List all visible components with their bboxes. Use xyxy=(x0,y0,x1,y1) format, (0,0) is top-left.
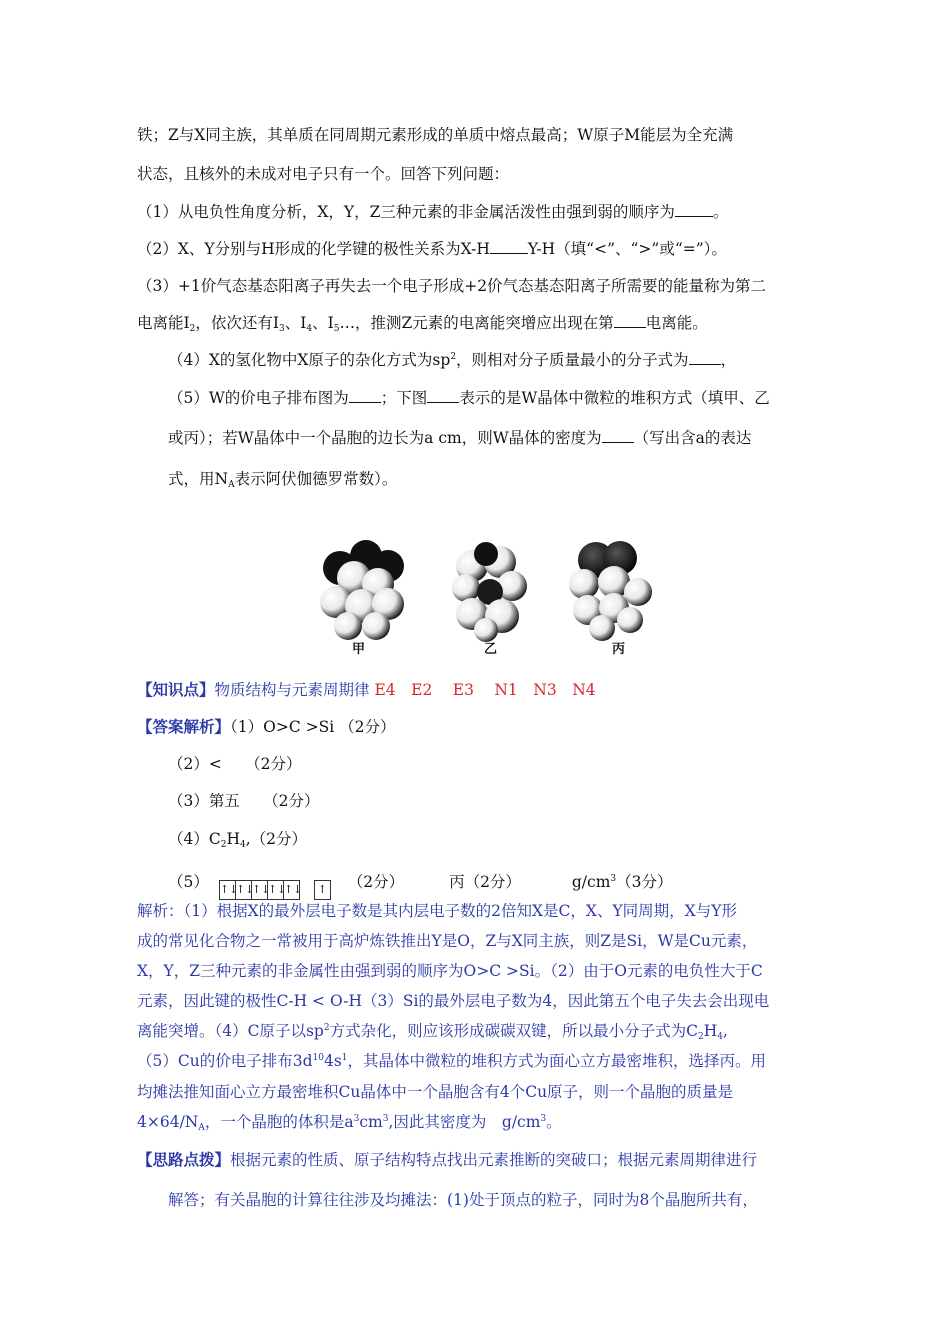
answer-blank[interactable] xyxy=(427,388,459,403)
explain-text: ，一个晶胞的体积是a xyxy=(204,1113,354,1131)
structure-yi xyxy=(452,542,527,642)
q3-sub: 3 xyxy=(278,324,285,334)
knowledge-point xyxy=(137,679,596,701)
answer-3 xyxy=(168,790,319,812)
q5-text-d: 或丙）；若W晶体中一个晶胞的边长为a cm，则W晶体的密度为 xyxy=(168,429,602,447)
explain-text: 元素，因此键的极性C-H < O-H（3）Si的最外层电子数为4，因此第五个电子失去会出现电 xyxy=(137,992,770,1010)
q3-text-a: （3）+1价气态基态阳离子再失去一个电子形成+2价气态基态阳离子所需要的能量称为第二 xyxy=(137,277,767,295)
answer-4-sub: 4 xyxy=(240,840,246,850)
answer-5-score-3: （3分） xyxy=(616,873,673,891)
tips-line-1 xyxy=(137,1149,757,1171)
figure-label-bing: 丙 xyxy=(612,642,626,657)
explain-line-1 xyxy=(137,900,737,922)
knowledge-point-codes: E4 E2 E3 N1 N3 N4 xyxy=(374,681,596,699)
answer-4-sub: 2 xyxy=(220,840,227,850)
answer-blank[interactable] xyxy=(675,202,713,217)
question-5-cont xyxy=(168,427,751,449)
knowledge-point-tag: 【知识点】 xyxy=(137,680,215,699)
q2-text-b: Y-H（填“<”、“>”或“=”）。 xyxy=(527,240,727,258)
question-line-2 xyxy=(137,163,509,185)
q5-text-b: ；下图 xyxy=(380,389,428,407)
answer-blank[interactable] xyxy=(490,239,528,254)
explain-text: 解析：（1）根据X的最外层电子数是其内层电子数的2倍知X是C，X、Y同周期，X与Y形 xyxy=(137,902,737,920)
q3-sub: 4 xyxy=(306,324,313,334)
q5-text-e: （写出含a的表达 xyxy=(633,429,752,447)
explain-text: ，其晶体中微粒的堆积方式为面心立方最密堆积，选择丙。用 xyxy=(347,1052,767,1070)
orbital-box: ↑↓ xyxy=(251,880,268,900)
question-3 xyxy=(137,275,766,297)
answer-5-part-3 xyxy=(572,873,673,891)
q5-sub: A xyxy=(228,480,235,490)
explain-line-3 xyxy=(137,960,763,982)
q3-sub: 5 xyxy=(333,324,340,334)
explain-sub: A xyxy=(198,1123,205,1133)
density-unit-sup: 3 xyxy=(610,874,617,884)
answer-5-label: （5） xyxy=(168,873,209,891)
tips-text: 根据元素的性质、原子结构特点找出元素推断的突破口；根据元素周期律进行 xyxy=(230,1151,758,1169)
q3-text-b: 电离能I xyxy=(137,314,190,332)
explain-text: 4s xyxy=(323,1052,342,1070)
answer-tag: 【答案解析】 xyxy=(137,717,231,736)
answer-5-part-2: 丙（2分） xyxy=(449,873,521,891)
q5-text-a: （5）W的价电子排布图为 xyxy=(168,389,349,407)
q1-text: （1）从电负性角度分析，X，Y，Z三种元素的非金属活泼性由强到弱的顺序为 xyxy=(137,203,675,221)
question-4 xyxy=(168,349,736,371)
explain-sup: 3 xyxy=(382,1114,389,1124)
orbital-box: ↑↓ xyxy=(219,880,236,900)
answer-2 xyxy=(168,753,301,775)
figure-label-jia: 甲 xyxy=(352,642,366,657)
answer-blank[interactable] xyxy=(349,388,381,403)
explain-text: , xyxy=(722,1022,728,1040)
orbital-box: ↑↓ xyxy=(267,880,284,900)
explain-sub: 2 xyxy=(697,1032,704,1042)
answer-blank[interactable] xyxy=(602,428,634,443)
q4-text-a: （4）X的氢化物中X原子的杂化方式为sp xyxy=(168,351,451,369)
q4-sup: 2 xyxy=(450,352,457,362)
answer-header xyxy=(137,716,395,738)
explain-sup: 3 xyxy=(540,1114,547,1124)
explain-text: X，Y，Z三种元素的非金属性由强到弱的顺序为O>C >Si。（2）由于O元素的电负性大于C xyxy=(137,962,763,980)
explain-sup: 1 xyxy=(341,1053,348,1063)
explain-text: H xyxy=(703,1022,718,1040)
q5-text-g: 表示阿伏伽德罗常数）。 xyxy=(234,470,398,488)
tips-line-2 xyxy=(168,1189,758,1211)
figure-label-yi: 乙 xyxy=(484,642,498,657)
q3-text-f: …，推测Z元素的电离能突增应出现在第 xyxy=(339,314,614,332)
answer-4-text-c: ,（2分） xyxy=(245,830,308,848)
q2-text-a: （2）X、Y分别与H形成的化学键的极性关系为X-H xyxy=(137,240,490,258)
explain-text: 方式杂化，则应该形成碳碳双键，所以最小分子式为C xyxy=(329,1022,698,1040)
question-2 xyxy=(137,238,727,260)
answer-4 xyxy=(168,828,307,850)
explain-text: cm xyxy=(359,1113,383,1131)
orbital-box: ↑ xyxy=(314,880,331,900)
electron-config-diagram xyxy=(220,878,331,900)
structure-jia xyxy=(320,540,404,640)
answer-1: （1）O>C >Si （2分） xyxy=(230,718,396,736)
explain-line-4 xyxy=(137,990,769,1012)
explain-text: （5）Cu的价电子排布3d xyxy=(137,1052,313,1070)
answer-blank[interactable] xyxy=(689,350,721,365)
q3-text-e: 、I xyxy=(312,314,334,332)
explain-line-7 xyxy=(137,1081,733,1103)
answer-2-text: （2）< （2分） xyxy=(168,755,302,773)
answer-4-text-b: H xyxy=(226,830,240,848)
explain-line-5 xyxy=(137,1020,728,1042)
knowledge-point-text: 物质结构与元素周期律 xyxy=(214,681,370,699)
question-5-cont2 xyxy=(168,468,397,490)
q3-text-d: 、I xyxy=(284,314,307,332)
explain-line-2 xyxy=(137,930,757,952)
explain-text: 4×64/N xyxy=(137,1113,199,1131)
q4-text-c: ， xyxy=(720,351,737,369)
orbital-box: ↑↓ xyxy=(235,880,252,900)
q3-text-g: 电离能。 xyxy=(645,314,708,332)
explain-sup: 10 xyxy=(312,1053,324,1063)
explain-sup: 3 xyxy=(353,1114,360,1124)
question-1 xyxy=(137,201,728,223)
explain-text: ,因此其密度为 g/cm xyxy=(388,1113,541,1131)
q3-sub: 2 xyxy=(189,324,196,334)
answer-5 xyxy=(168,866,673,900)
explain-text: 均摊法推知面心立方最密堆积Cu晶体中一个晶胞含有4个Cu原子，则一个晶胞的质量是 xyxy=(137,1083,734,1101)
q5-text-f: 式，用N xyxy=(168,470,229,488)
q-line2-text: 状态，且核外的未成对电子只有一个。回答下列问题： xyxy=(137,165,510,183)
q5-text-c: 表示的是W晶体中微粒的堆积方式（填甲、乙 xyxy=(459,389,770,407)
q3-text-c: ，依次还有I xyxy=(195,314,279,332)
orbital-box: ↑↓ xyxy=(283,880,300,900)
explain-text: 离能突增。（4）C原子以sp xyxy=(137,1022,324,1040)
explain-text: 成的常见化合物之一常被用于高炉炼铁推出Y是O，Z与X同主族，则Z是Si，W是Cu元素， xyxy=(137,932,758,950)
answer-3-text: （3）第五 （2分） xyxy=(168,792,320,810)
tips-text: 解答；有关晶胞的计算往往涉及均摊法：(1)处于顶点的粒子，同时为8个晶胞所共有， xyxy=(168,1191,758,1209)
q-line1-text: 铁；Z与X同主族，其单质在同周期元素形成的单质中熔点最高；W原子M能层为全充满 xyxy=(137,126,734,144)
answer-5-score-1: （2分） xyxy=(347,873,405,891)
q4-text-b: ，则相对分子质量最小的分子式为 xyxy=(456,351,689,369)
question-line-1 xyxy=(137,124,733,146)
answer-blank[interactable] xyxy=(614,313,646,328)
explain-line-6 xyxy=(137,1050,766,1072)
q1-end: 。 xyxy=(712,203,729,221)
question-5 xyxy=(168,387,770,409)
structure-bing xyxy=(569,541,652,641)
explain-sup: 2 xyxy=(323,1023,330,1033)
answer-4-text-a: （4）C xyxy=(168,830,221,848)
explain-sub: 4 xyxy=(717,1032,723,1042)
tips-tag: 【思路点拨】 xyxy=(137,1150,231,1169)
density-unit: g/cm xyxy=(571,873,611,891)
explain-text: 。 xyxy=(546,1113,562,1131)
explain-line-8 xyxy=(137,1111,562,1133)
question-3-cont xyxy=(137,312,708,334)
